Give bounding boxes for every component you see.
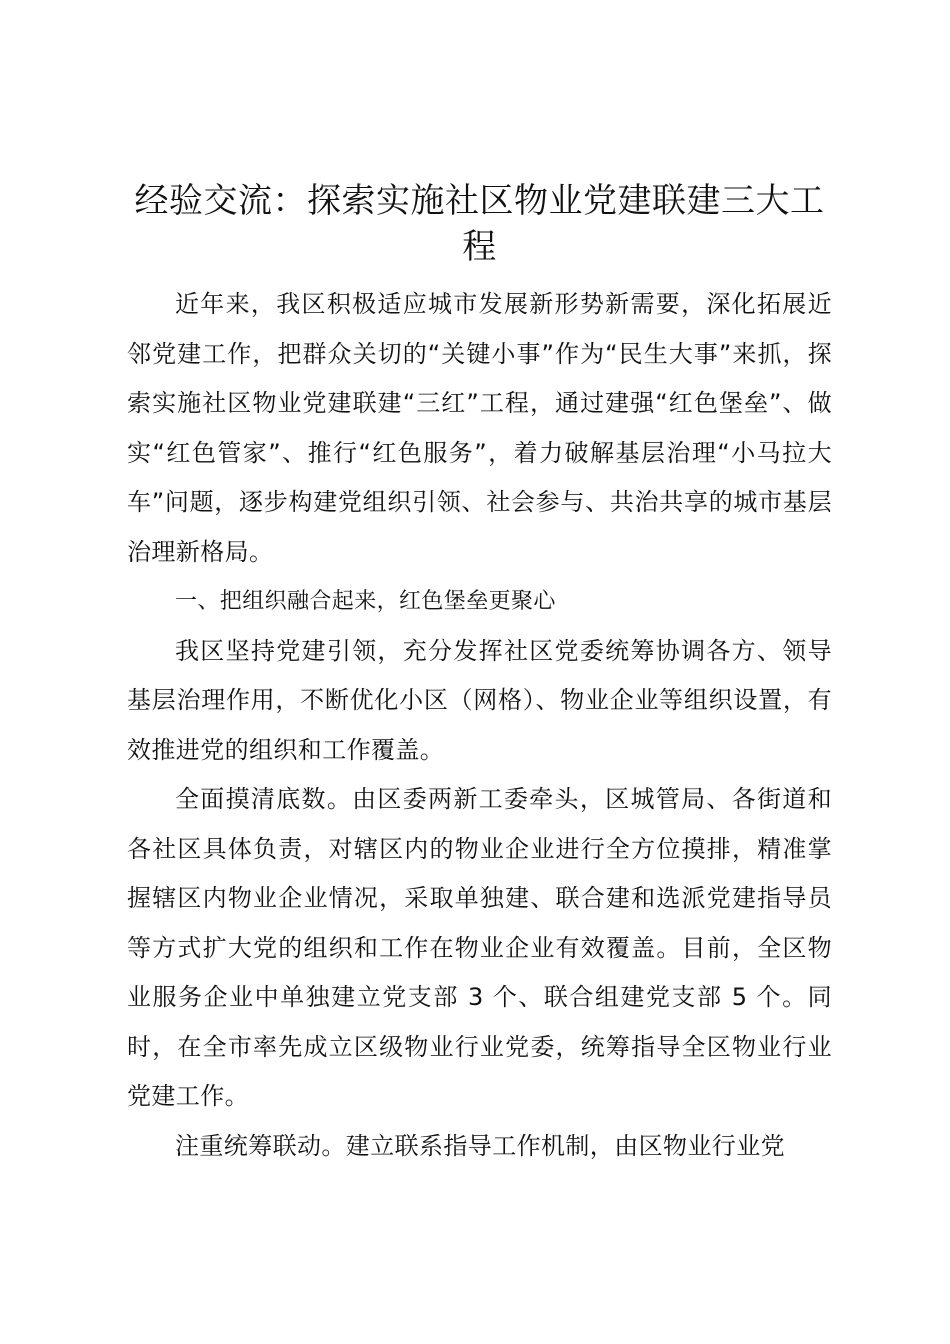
section-1-paragraph: 我区坚持党建引领，充分发挥社区党委统筹协调各方、领导基层治理作用，不断优化小区（网格）、物业企业等组织设置，有效推进党的组织和工作覆盖。 <box>127 636 832 764</box>
document-title: 经验交流：探索实施社区物业党建联建三大工程 <box>134 181 825 267</box>
survey-paragraph: 全面摸清底数。由区委两新工委牵头，区城管局、各街道和各社区具体负责，对辖区内的物业企业进行全方位摸排，精准掌握辖区内物业企业情况，采取单独建、联合建和选派党建指导员等方式扩大党的组织和工作在物业企业有效覆盖。目前，全区物业服务企业中单独建立党支部 3 个、联合组建党支部 5 个。同时，在全市率先成立区级物业行业党委，统筹指导全区物业行业党建工作。 <box>127 785 832 1110</box>
document-body <box>127 178 832 1171</box>
coordination-paragraph: 注重统筹联动。建立联系指导工作机制，由区物业行业党 <box>175 1131 785 1160</box>
section-heading-1: 一、把组织融合起来，红色堡垒更聚心 <box>175 589 556 614</box>
intro-paragraph: 近年来，我区积极适应城市发展新形势新需要，深化拓展近邻党建工作，把群众关切的“关键小事”作为“民生大事”来抓，探索实施社区物业党建联建“三红”工程，通过建强“红色堡垒”、做实“红色管家”、推行“红色服务”，着力破解基层治理“小马拉大车”问题，逐步构建党组织引领、社会参与、共治共享的城市基层治理新格局。 <box>127 290 832 566</box>
